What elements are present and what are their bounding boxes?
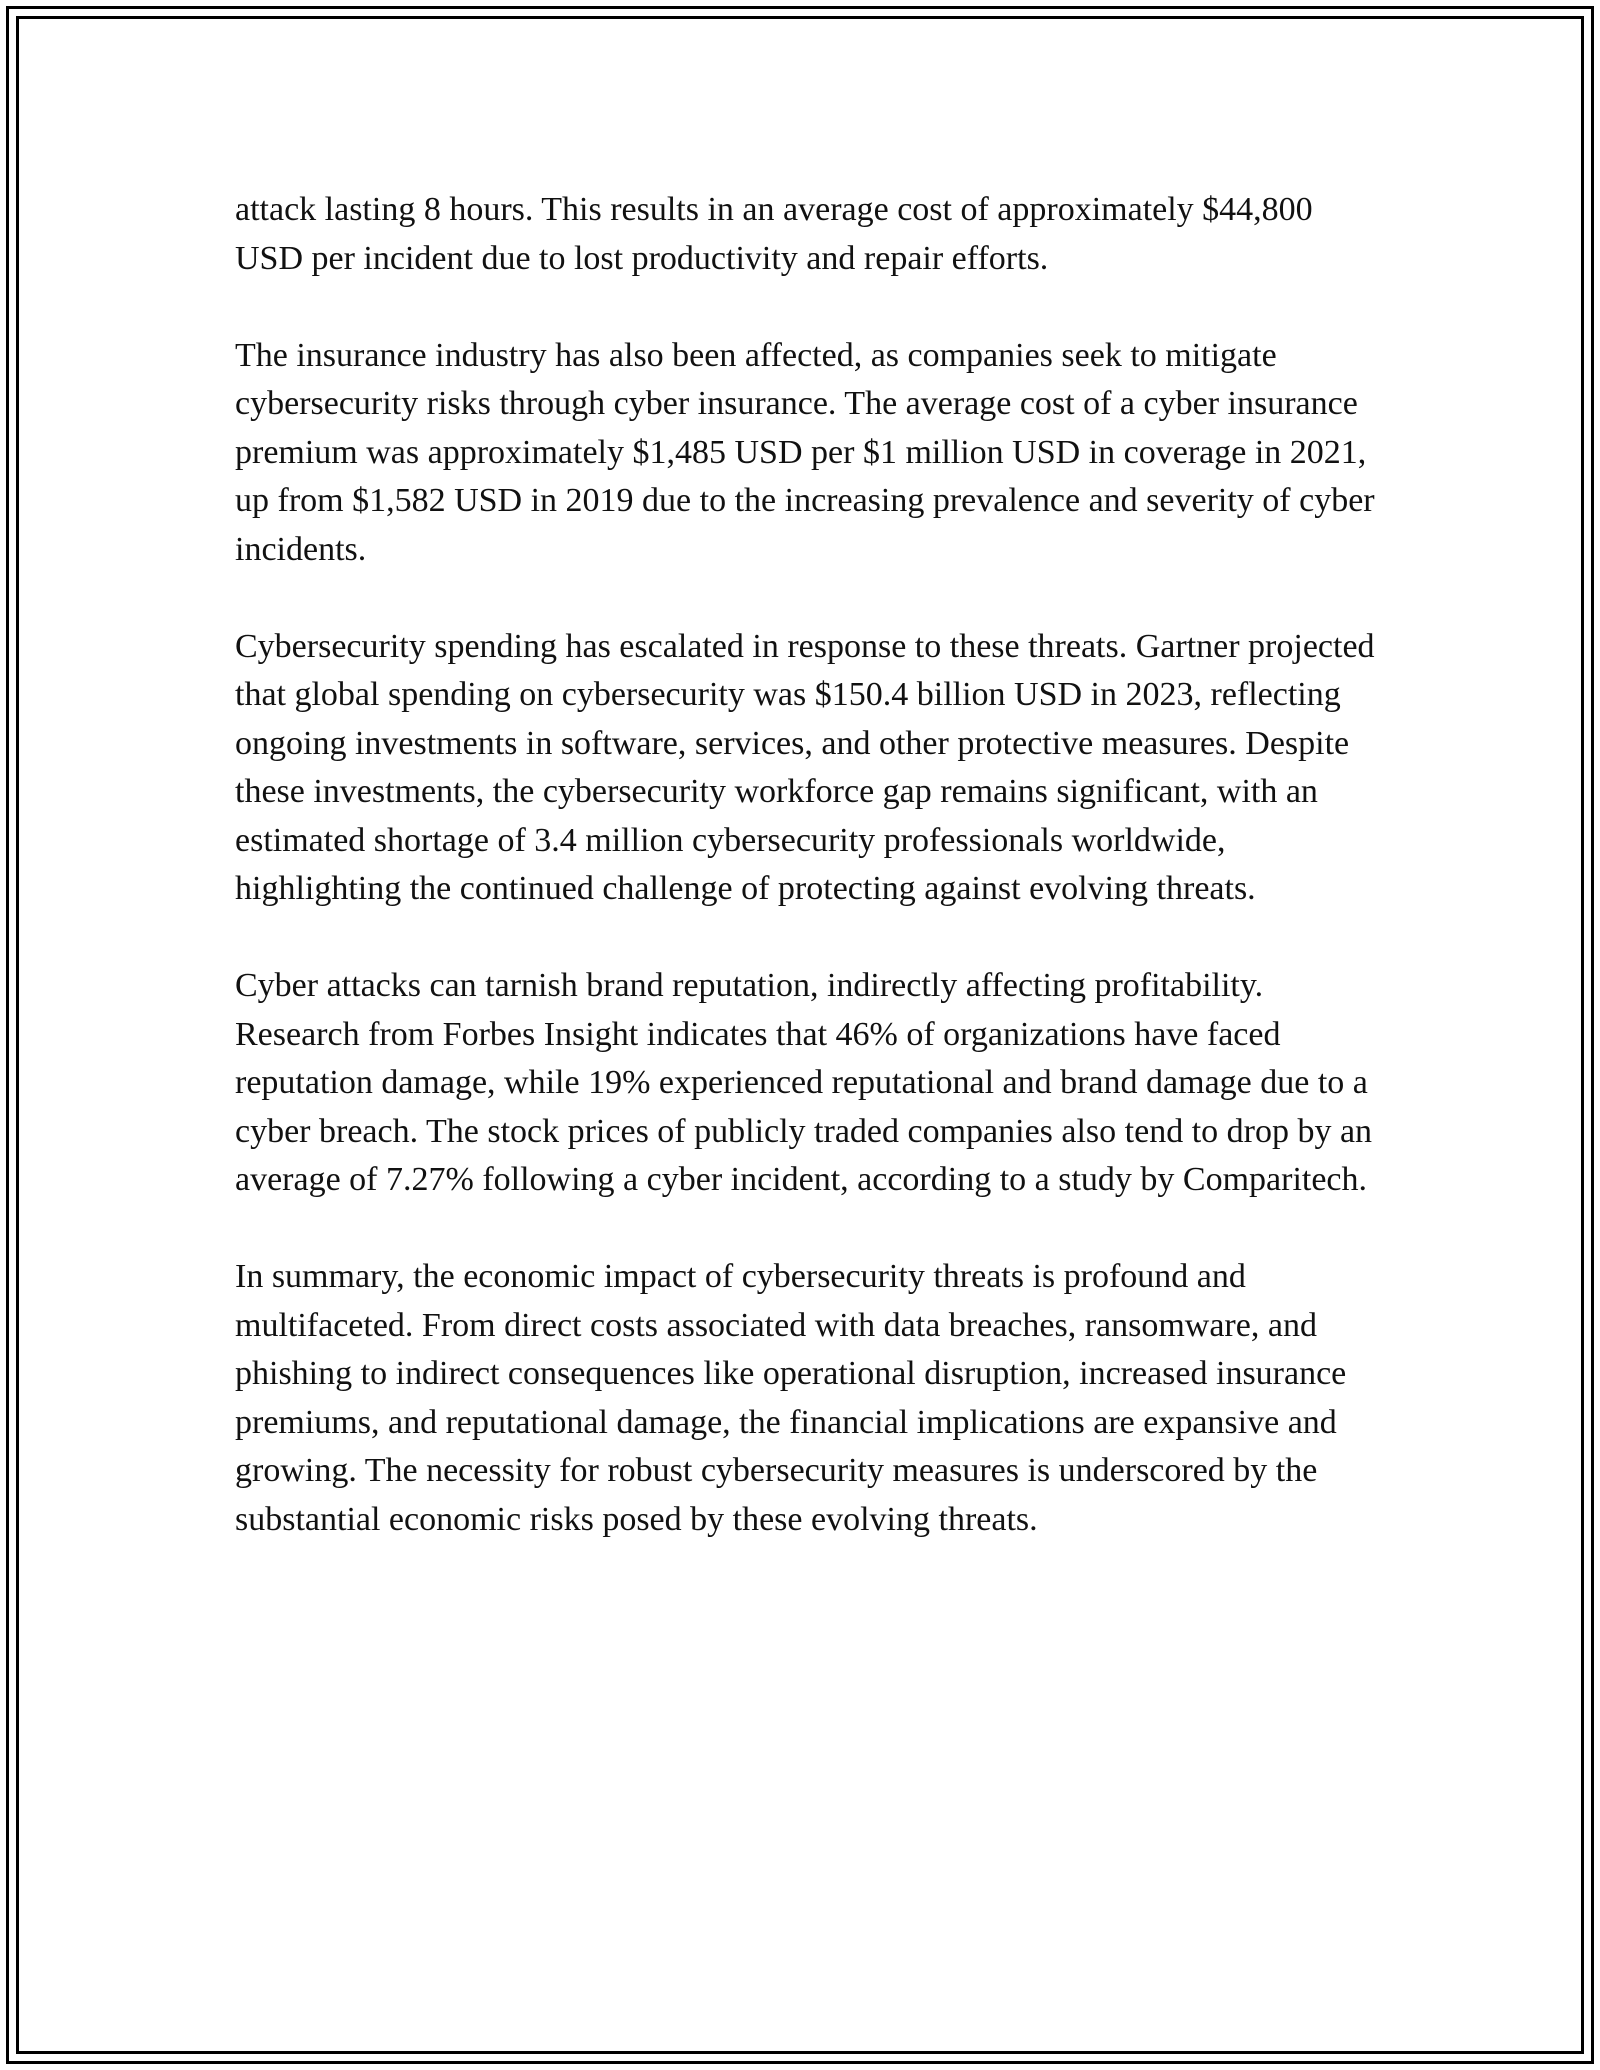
paragraph-4: Cyber attacks can tarnish brand reputation, indirectly affecting profitability. Research from Forbes Insight indicates that 46% of organizations have faced reputation damage, while 19% experienced reputational and brand damage due to a cyber breach. The stock prices of publicly traded companies also tend to drop by an average of 7.27% following a cyber incident, according to a study by Comparitech. bbox=[235, 967, 1373, 1198]
paragraph-1: attack lasting 8 hours. This results in an average cost of approximately $44,800 USD per incident due to lost productivity and repair efforts. bbox=[235, 191, 1313, 277]
paragraph-2: The insurance industry has also been affected, as companies seek to mitigate cybersecurity risks through cyber insurance. The average cost of a cyber insurance premium was approximately $1,485 USD per $1 million USD in coverage in 2021, up from $1,582 USD in 2019 due to the increasing prevalence and severity of cyber incidents. bbox=[235, 336, 1375, 568]
paragraph-5: In summary, the economic impact of cybersecurity threats is profound and multifaceted. From direct costs associated with data breaches, ransomware, and phishing to indirect consequences like operational disruption, increased insurance premiums, and reputational damage, the financial implications are expansive and growing. The necessity for robust cybersecurity measures is underscored by the substantial economic risks posed by these evolving threats. bbox=[235, 1258, 1347, 1538]
document-body bbox=[235, 186, 1385, 1593]
paragraph-3: Cybersecurity spending has escalated in response to these threats. Gartner projected that global spending on cybersecurity was $150.4 billion USD in 2023, reflecting ongoing investments in software, services, and other protective measures. Despite these investments, the cybersecurity workforce gap remains significant, with an estimated shortage of 3.4 million cybersecurity professionals worldwide, highlighting the continued challenge of protecting against evolving threats. bbox=[235, 627, 1375, 907]
